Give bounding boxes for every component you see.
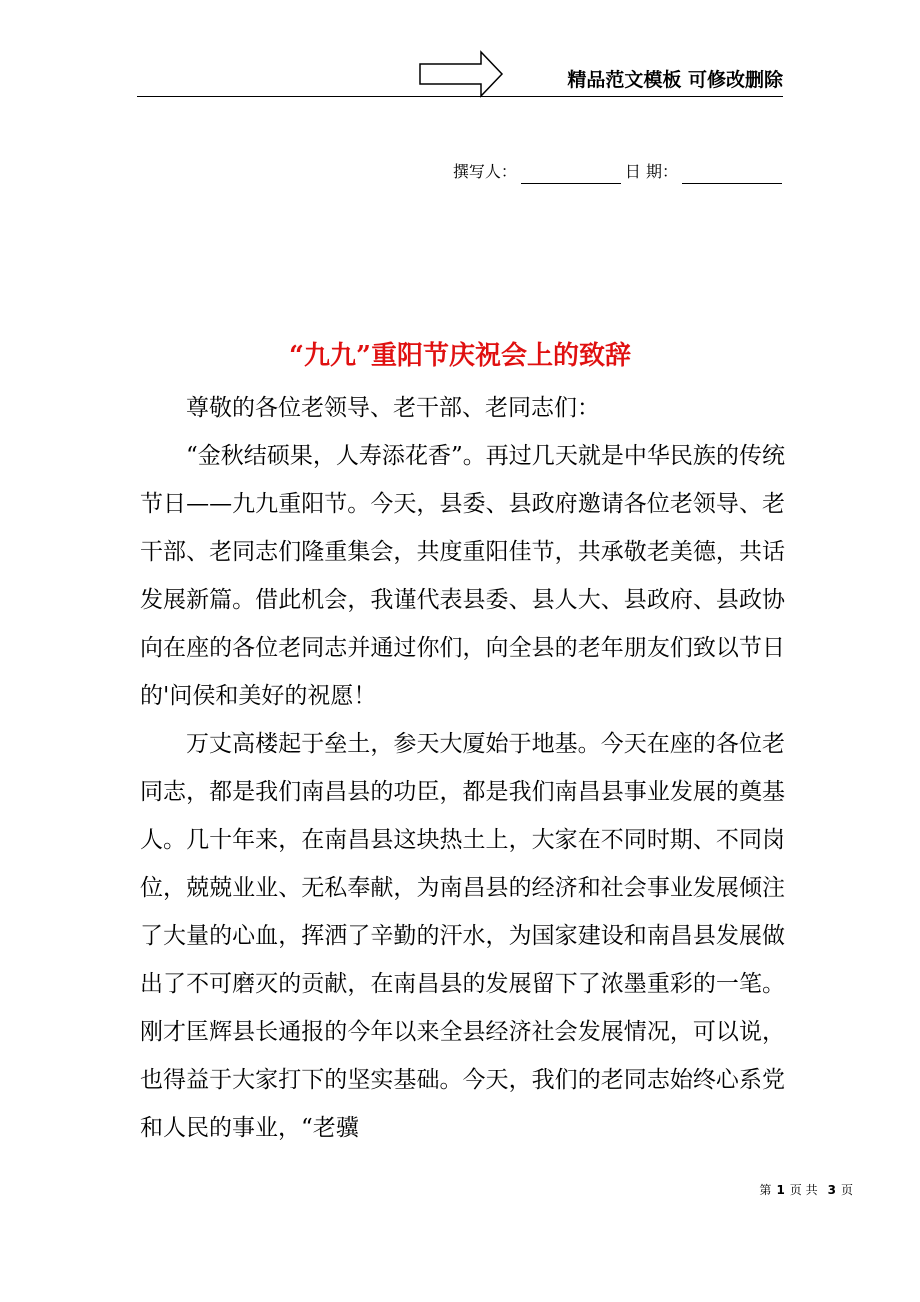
header-tagline: 精品范文模板 可修改删除 bbox=[567, 69, 783, 91]
body-paragraph: 万丈高楼起于垒土，参天大厦始于地基。今天在座的各位老同志，都是我们南昌县的功臣，都是我们南昌县事业发展的奠基人。几十年来，在南昌县这块热土上，大家在不同时期、不同岗位，兢兢业业、无私奉献，为南昌县的经济和社会事业发展倾注了大量的心血，挥洒了辛勤的汗水，为国家建设和南昌县发展做出了不可磨灭的贡献，在南昌县的发展留下了浓墨重彩的一笔。刚才匡辉县长通报的今年以来全县经济社会发展情况，可以说，也得益于大家打下的坚实基础。今天，我们的老同志始终心系党和人民的事业，“老骥 bbox=[140, 731, 785, 1141]
footer-suffix: 页 bbox=[840, 1183, 853, 1197]
author-blank bbox=[521, 165, 621, 184]
date-blank bbox=[682, 165, 782, 184]
document-title: “九九”重阳节庆祝会上的致辞 bbox=[289, 341, 631, 371]
footer-prefix: 第 bbox=[759, 1183, 772, 1197]
page-header bbox=[137, 50, 783, 98]
header-rule bbox=[137, 96, 783, 97]
body-paragraph: “金秋结硕果，人寿添花香”。再过几天就是中华民族的传统节日——九九重阳节。今天，县委、县政府邀请各位老领导、老干部、老同志们隆重集会，共度重阳佳节，共承敬老美德，共话发展新篇。借此机会，我谨代表县委、县人大、县政府、县政协向在座的各位老同志并通过你们，向全县的老年朋友们致以节日的'问侯和美好的祝愿！ bbox=[140, 443, 785, 709]
footer-total-pages: 3 bbox=[827, 1183, 836, 1197]
date-label: 日 期： bbox=[624, 162, 678, 181]
footer-middle: 页 共 bbox=[789, 1183, 818, 1197]
footer-current-page: 1 bbox=[776, 1183, 785, 1197]
document-body bbox=[140, 384, 785, 1152]
author-date-line bbox=[453, 160, 782, 184]
arrow-right-icon bbox=[419, 50, 505, 98]
author-label: 撰写人： bbox=[452, 162, 517, 181]
salutation: 尊敬的各位老领导、老干部、老同志们： bbox=[186, 395, 600, 421]
page-footer bbox=[759, 1180, 853, 1200]
